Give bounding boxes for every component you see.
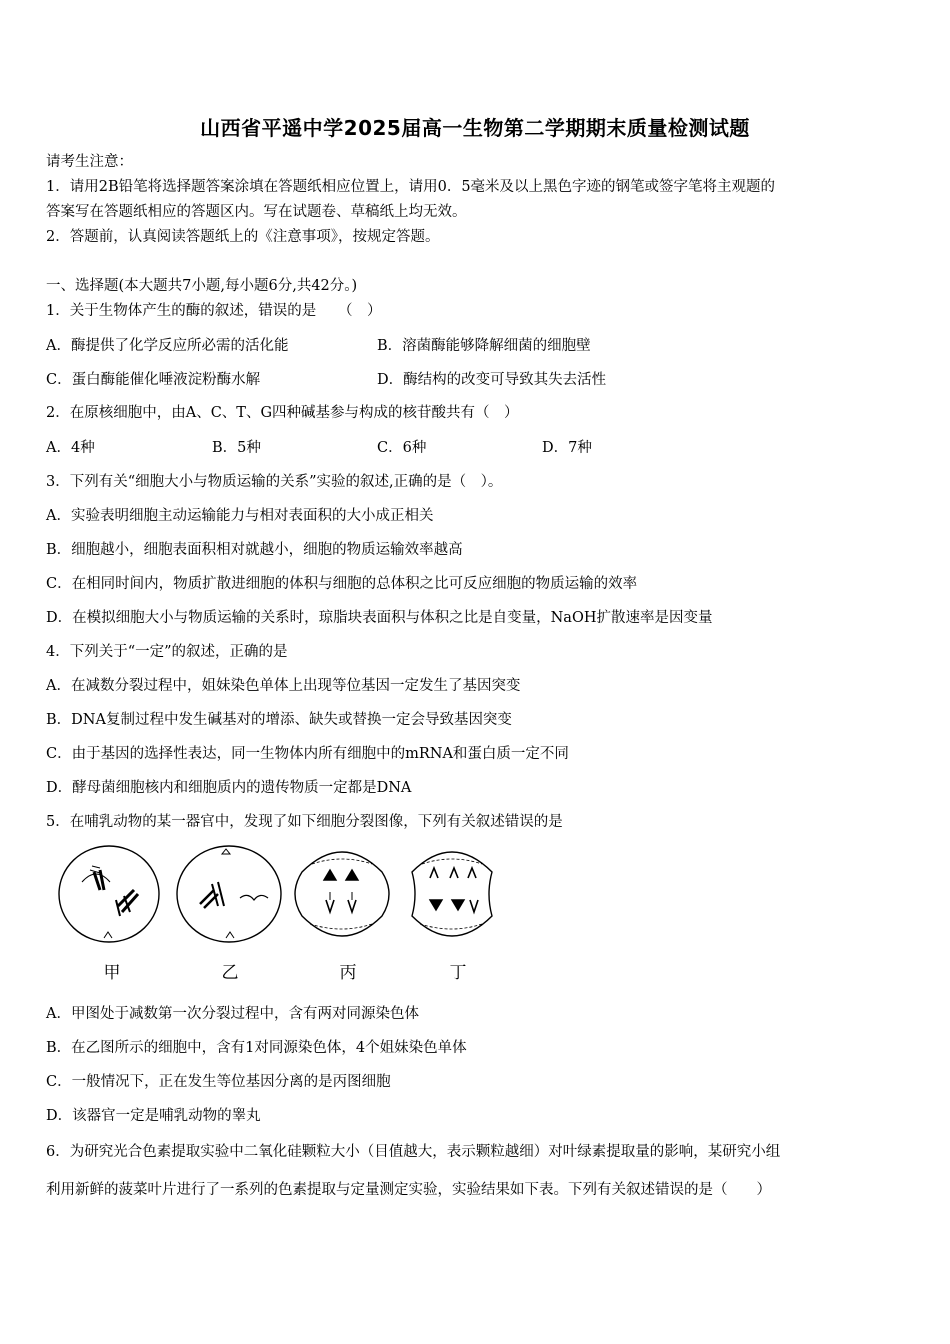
cell-bing <box>295 852 389 936</box>
figure-label-bing: 丙 <box>339 963 357 983</box>
question-1-option-b: B．溶菌酶能够降解细菌的细胞壁 <box>377 338 591 354</box>
question-6-stem: 6．为研究光合色素提取实验中二氧化硅颗粒大小（目值越大，表示颗粒越细）对叶绿素提取量的影响，某研究小组 <box>46 1144 781 1160</box>
cell-ding <box>412 852 492 936</box>
figure-label-jia: 甲 <box>103 963 121 983</box>
question-4-option-c: C．由于基因的选择性表达，同一生物体内所有细胞中的mRNA和蛋白质一定不同 <box>46 746 569 762</box>
question-5-stem: 5．在哺乳动物的某一器官中，发现了如下细胞分裂图像，下列有关叙述错误的是 <box>46 814 563 830</box>
question-3-option-d: D．在模拟细胞大小与物质运输的关系时，琼脂块表面积与体积之比是自变量，NaOH扩散速率是因变量 <box>46 610 713 626</box>
notice-heading: 请考生注意： <box>46 154 133 170</box>
question-4-option-a: A．在减数分裂过程中，姐妹染色单体上出现等位基因一定发生了基因突变 <box>46 678 521 694</box>
question-5-option-a: A．甲图处于减数第一次分裂过程中，含有两对同源染色体 <box>46 1006 419 1022</box>
notice-item-1-cont: 答案写在答题纸相应的答题区内。写在试题卷、草稿纸上均无效。 <box>46 204 467 220</box>
notice-item-1: 1．请用2B铅笔将选择题答案涂填在答题纸相应位置上，请用0．5毫米及以上黑色字迹的钢笔或签字笔将主观题的 <box>46 179 776 195</box>
question-4-stem: 4．下列关于“一定”的叙述，正确的是 <box>46 644 288 660</box>
section-heading: 一、选择题(本大题共7小题,每小题6分,共42分。) <box>46 278 358 294</box>
question-3-stem: 3．下列有关“细胞大小与物质运输的关系”实验的叙述,正确的是（ ）。 <box>46 474 503 490</box>
figure-label-ding: 丁 <box>449 963 467 983</box>
question-2-option-a: A．4种 <box>46 440 95 456</box>
question-5-option-b: B．在乙图所示的细胞中，含有1对同源染色体，4个姐妹染色单体 <box>46 1040 467 1056</box>
question-3-option-c: C．在相同时间内，物质扩散进细胞的体积与细胞的总体积之比可反应细胞的物质运输的效率 <box>46 576 638 592</box>
question-5-option-d: D．该器官一定是哺乳动物的睾丸 <box>46 1108 261 1124</box>
question-1-stem: 1．关于生物体产生的酶的叙述，错误的是 （ ） <box>46 303 382 319</box>
question-1-option-d: D．酶结构的改变可导致其失去活性 <box>377 372 607 388</box>
question-2-option-b: B．5种 <box>212 440 261 456</box>
question-2-option-c: C．6种 <box>377 440 427 456</box>
question-1-option-a: A．酶提供了化学反应所必需的活化能 <box>46 338 289 354</box>
question-2-option-d: D．7种 <box>542 440 592 456</box>
figure-label-yi: 乙 <box>221 963 239 983</box>
question-4-option-d: D．酵母菌细胞核内和细胞质内的遗传物质一定都是DNA <box>46 780 412 796</box>
question-6-stem-cont: 利用新鲜的菠菜叶片进行了一系列的色素提取与定量测定实验，实验结果如下表。下列有关叙述错误的是（ ） <box>46 1182 771 1198</box>
notice-item-2: 2．答题前，认真阅读答题纸上的《注意事项》，按规定答题。 <box>46 229 440 245</box>
question-4-option-b: B．DNA复制过程中发生碱基对的增添、缺失或替换一定会导致基因突变 <box>46 712 512 728</box>
page-title: 山西省平遥中学2025届高一生物第二学期期末质量检测试题 <box>200 116 750 140</box>
cell-jia <box>59 846 159 942</box>
question-3-option-a: A．实验表明细胞主动运输能力与相对表面积的大小成正相关 <box>46 508 434 524</box>
question-1-option-c: C．蛋白酶能催化唾液淀粉酶水解 <box>46 372 261 388</box>
question-3-option-b: B．细胞越小，细胞表面积相对就越小，细胞的物质运输效率越高 <box>46 542 463 558</box>
cell-yi <box>177 846 281 942</box>
question-2-stem: 2．在原核细胞中，由A、C、T、G四种碱基参与构成的核苷酸共有（ ） <box>46 405 519 421</box>
question-5-option-c: C．一般情况下，正在发生等位基因分离的是丙图细胞 <box>46 1074 391 1090</box>
